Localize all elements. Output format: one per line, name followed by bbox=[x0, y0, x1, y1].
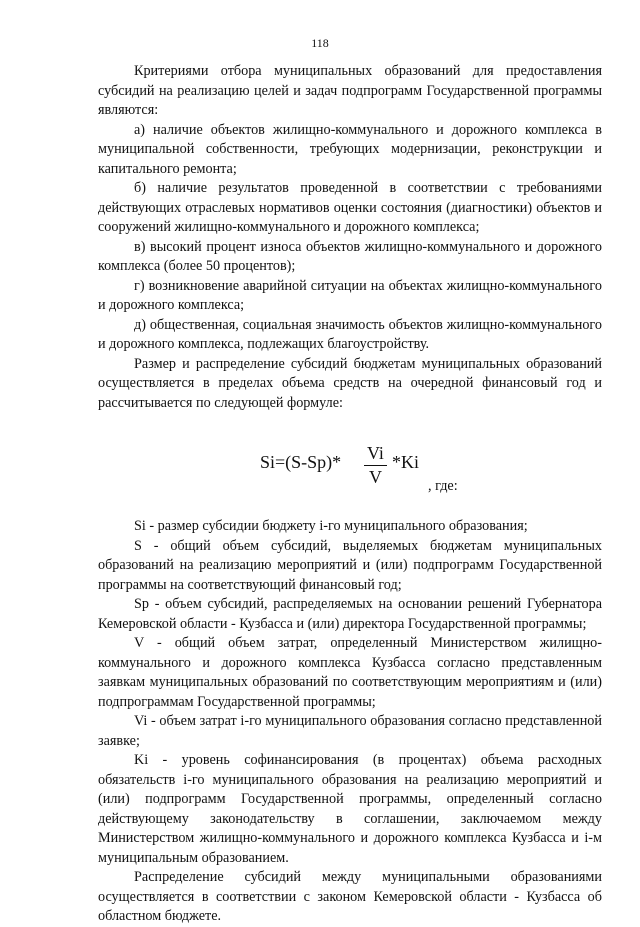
paragraph-def-vi: Vi - объем затрат i-го муниципального образования согласно представленной заявке; bbox=[98, 713, 602, 749]
paragraph-criterion-b: б) наличие результатов проведенной в соответствии с требованиями действующих отраслевых нормативов оценки состояния (диагностики) объектов и сооружений жилищно-коммунального и дорожного комплекса; bbox=[98, 180, 602, 235]
paragraph-def-s: S - общий объем субсидий, выделяемых бюджетам муниципальных образований на реализацию мероприятий и (или) подпрограмм Государственной программы на соответствующий финансовый год; bbox=[98, 537, 602, 593]
page-number: 118 bbox=[311, 36, 329, 50]
paragraph-def-v: V - общий объем затрат, определенный Министерством жилищно-коммунального и дорожного комплекса Кузбасса согласно представленным заявкам муниципальных образований по соответствующим мероприятиям и (или) подпрограммам Государственной программы; bbox=[98, 635, 602, 710]
paragraph-def-ki: Ki - уровень софинансирования (в процентах) объема расходных обязательств i-го муниципального образования на реализацию мероприятий и (или) подпрограмм Государственной программы, определенный согласно действующему законодательству в соглашении, заключаемом между Министерством жилищно-коммунального и дорожного комплекса Кузбасса и i-м муниципальным образованием. bbox=[98, 752, 602, 866]
paragraph-def-si: Si - размер субсидии бюджету i-го муниципального образования; bbox=[134, 518, 528, 534]
paragraph-criterion-d: г) возникновение аварийной ситуации на объектах жилищно-коммунального и дорожного комплекса; bbox=[98, 277, 602, 313]
formula-numerator: Vi bbox=[364, 443, 387, 466]
paragraph-criterion-c: в) высокий процент износа объектов жилищно-коммунального и дорожного комплекса (более 50 процентов); bbox=[98, 238, 602, 274]
formula-denominator: V bbox=[368, 467, 382, 487]
paragraph-distribution: Распределение субсидий между муниципальными образованиями осуществляется в соответствии с законом Кемеровской области - Кузбасса об областном бюджете. bbox=[98, 869, 602, 924]
paragraph-def-sp: Sp - объем субсидий, распределяемых на основании решений Губернатора Кемеровской области - Кузбасса и (или) директора Государственной программы; bbox=[98, 596, 602, 632]
formula-where-label: , где: bbox=[428, 478, 458, 494]
paragraph-criterion-a: а) наличие объектов жилищно-коммунального и дорожного комплекса в муниципальной собственности, требующих модернизации, реконструкции и капитального ремонта; bbox=[98, 121, 602, 177]
paragraph-criterion-e: д) общественная, социальная значимость объектов жилищно-коммунального и дорожного комплекса, подлежащих благоустройству. bbox=[98, 316, 602, 352]
subsidy-formula bbox=[98, 425, 602, 503]
formula-right-part: *Ki bbox=[392, 452, 419, 472]
formula-left-part: Si=(S-Sp)* bbox=[260, 452, 342, 472]
document-body bbox=[98, 62, 602, 927]
paragraph-criteria-intro: Критериями отбора муниципальных образований для предоставления субсидий на реализацию целей и задач подпрограмм Государственной программы являются: bbox=[98, 63, 602, 118]
paragraph-formula-intro: Размер и распределение субсидий бюджетам муниципальных образований осуществляется в пределах объема средств на очередной финансовый год и рассчитывается по следующей формуле: bbox=[98, 355, 602, 411]
formula-fraction bbox=[364, 443, 387, 488]
